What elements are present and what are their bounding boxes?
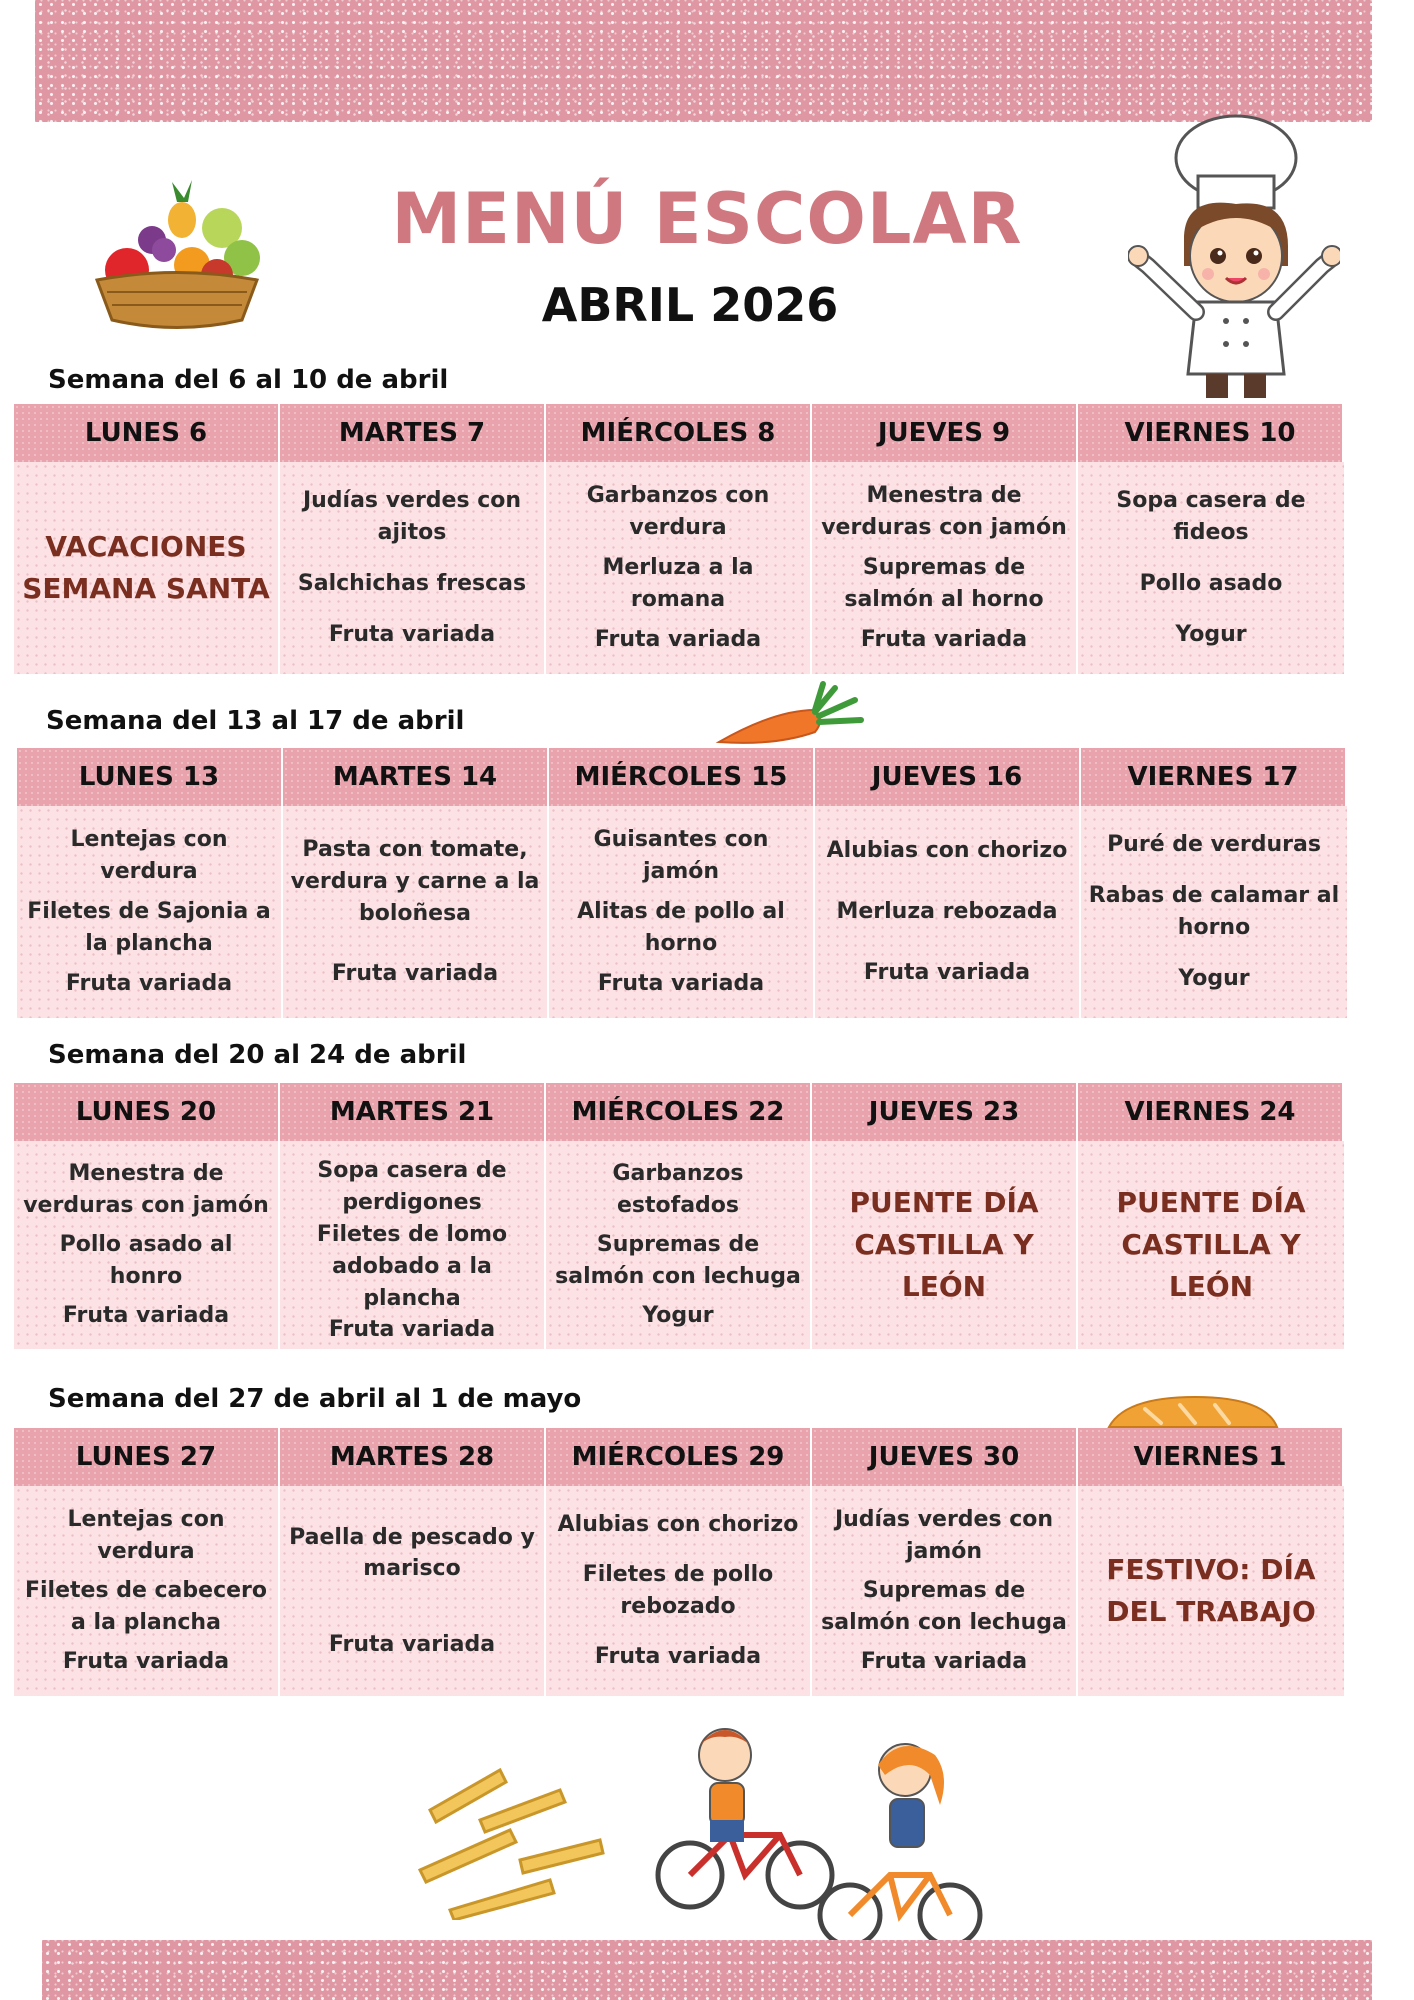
dish: Yogur	[1178, 965, 1250, 991]
day-cell	[14, 462, 280, 674]
day-cell	[280, 1486, 546, 1696]
dish: Filetes de pollo rebozado	[582, 1562, 774, 1619]
dish: Sopa casera de perdigones	[317, 1158, 507, 1215]
dish: Fruta variada	[62, 1302, 230, 1328]
dish: Menestra de verduras con jamón	[23, 1161, 269, 1219]
dish: Fruta variada	[331, 961, 499, 986]
dish: Fruta variada	[863, 960, 1031, 986]
day-cell	[546, 462, 812, 674]
dish: Lentejas con verdura	[67, 1506, 225, 1564]
dish: Sopa casera de fideos	[1116, 488, 1306, 546]
week-1-table	[14, 404, 1344, 674]
day-cell	[1078, 1141, 1344, 1349]
dish: Pollo asado	[1139, 571, 1283, 596]
dish: Fruta variada	[860, 626, 1028, 652]
dish: Supremas de salmón con lechuga	[555, 1232, 801, 1289]
dish: Supremas de salmón con lechuga	[821, 1578, 1067, 1635]
day-header: VIERNES 10	[1078, 404, 1344, 462]
week-1-label: Semana del 6 al 10 de abril	[48, 365, 449, 395]
day-header: VIERNES 24	[1078, 1083, 1344, 1141]
day-header: LUNES 20	[14, 1083, 280, 1141]
day-cell	[812, 462, 1078, 674]
week-3-table	[14, 1083, 1344, 1349]
dish: Fruta variada	[597, 970, 765, 996]
dish: Filetes de cabecero a la plancha	[24, 1578, 268, 1635]
dish: Fruta variada	[328, 621, 496, 647]
day-cell	[283, 806, 549, 1018]
day-cell	[815, 806, 1081, 1018]
dish: Filetes de Sajonia a la plancha	[27, 899, 271, 956]
day-cell	[280, 462, 546, 674]
day-cell	[280, 1141, 546, 1349]
dish: Lentejas con verdura	[70, 827, 228, 884]
page-title: MENÚ ESCOLAR	[391, 178, 1023, 260]
dish: Filetes de lomo adobado a la plancha	[316, 1221, 508, 1311]
carrot-icon	[715, 680, 865, 750]
dish: Fruta variada	[328, 1631, 496, 1657]
dish: Fruta variada	[594, 626, 762, 652]
dish: Fruta variada	[328, 1317, 496, 1343]
dish: Judías verdes con ajitos	[302, 488, 522, 546]
day-cell	[812, 1486, 1078, 1696]
day-header: MARTES 7	[280, 404, 546, 462]
day-header: MIÉRCOLES 22	[546, 1083, 812, 1141]
day-cell	[546, 1141, 812, 1349]
pasta-icon	[410, 1750, 620, 1920]
day-cell	[1081, 806, 1347, 1018]
day-header: MIÉRCOLES 8	[546, 404, 812, 462]
day-header: MARTES 14	[283, 748, 549, 806]
day-header: LUNES 13	[17, 748, 283, 806]
week-2-label: Semana del 13 al 17 de abril	[46, 706, 465, 736]
day-header: LUNES 6	[14, 404, 280, 462]
dish: Fruta variada	[594, 1644, 762, 1670]
dish: Menestra de verduras con jamón	[821, 483, 1067, 540]
day-header: VIERNES 17	[1081, 748, 1347, 806]
special-notice: PUENTE DÍA CASTILLA Y LEÓN	[849, 1186, 1039, 1303]
dish: Supremas de salmón al horno	[844, 555, 1044, 612]
dish: Pollo asado al honro	[59, 1232, 233, 1289]
special-notice: VACACIONES SEMANA SANTA	[22, 530, 270, 605]
day-cell	[1078, 1486, 1344, 1696]
day-header: JUEVES 23	[812, 1083, 1078, 1141]
dish: Guisantes con jamón	[593, 827, 769, 884]
week-3-label: Semana del 20 al 24 de abril	[48, 1040, 467, 1070]
week-4-label: Semana del 27 de abril al 1 de mayo	[48, 1384, 582, 1414]
week-2-table	[17, 748, 1347, 1018]
day-header: MARTES 21	[280, 1083, 546, 1141]
special-notice: FESTIVO: DÍA DEL TRABAJO	[1106, 1553, 1316, 1628]
bread-icon	[1105, 1395, 1280, 1429]
kids-cycling-icon	[650, 1715, 990, 1955]
dish: Garbanzos con verdura	[586, 483, 770, 540]
dish: Merluza a la romana	[602, 555, 754, 612]
dish: Garbanzos estofados	[612, 1161, 744, 1219]
day-header: MARTES 28	[280, 1428, 546, 1486]
day-cell	[14, 1486, 280, 1696]
day-header: MIÉRCOLES 15	[549, 748, 815, 806]
dish: Judías verdes con jamón	[834, 1506, 1054, 1564]
day-cell	[546, 1486, 812, 1696]
dish: Rabas de calamar al horno	[1088, 883, 1340, 940]
day-header: VIERNES 1	[1078, 1428, 1344, 1486]
special-notice: PUENTE DÍA CASTILLA Y LEÓN	[1116, 1186, 1306, 1303]
week-4-table	[14, 1428, 1344, 1696]
dish: Alubias con chorizo	[557, 1512, 799, 1538]
dish: Puré de verduras	[1107, 832, 1321, 858]
day-header: JUEVES 9	[812, 404, 1078, 462]
day-header: JUEVES 30	[812, 1428, 1078, 1486]
dish: Fruta variada	[65, 970, 233, 996]
bottom-decorative-band	[42, 1940, 1372, 2000]
dish: Fruta variada	[62, 1649, 230, 1675]
day-cell	[549, 806, 815, 1018]
dish: Merluza rebozada	[836, 899, 1058, 925]
day-header: JUEVES 16	[815, 748, 1081, 806]
day-header: LUNES 27	[14, 1428, 280, 1486]
day-header: MIÉRCOLES 29	[546, 1428, 812, 1486]
dish: Yogur	[642, 1302, 714, 1328]
dish: Alitas de pollo al horno	[577, 899, 785, 956]
day-cell	[1078, 462, 1344, 674]
dish: Alubias con chorizo	[826, 837, 1068, 863]
top-decorative-band	[35, 0, 1372, 122]
day-cell	[14, 1141, 280, 1349]
page-subtitle: ABRIL 2026	[541, 278, 839, 332]
dish: Paella de pescado y marisco	[289, 1524, 535, 1582]
day-cell	[17, 806, 283, 1018]
day-cell	[812, 1141, 1078, 1349]
dish: Fruta variada	[860, 1649, 1028, 1675]
dish: Yogur	[1175, 621, 1247, 647]
dish: Pasta con tomate, verdura y carne a la boloñesa	[290, 837, 540, 926]
dish: Salchichas frescas	[297, 571, 527, 596]
